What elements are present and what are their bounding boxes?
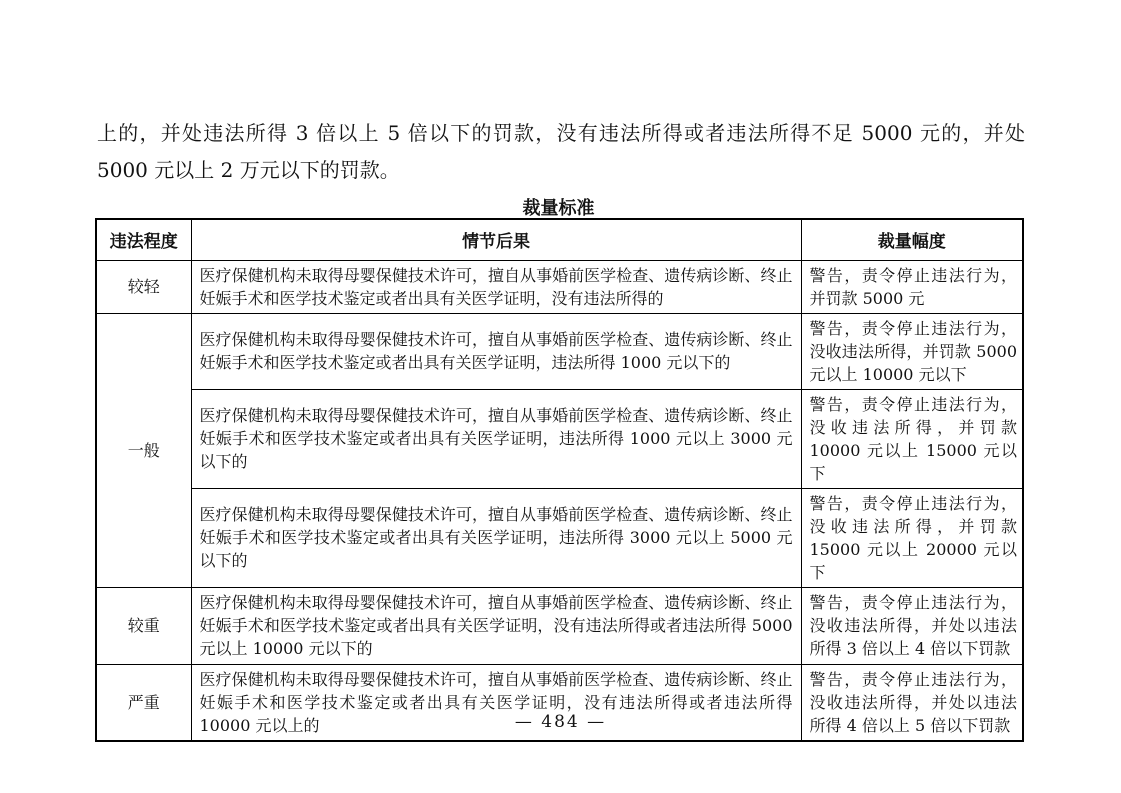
table-row <box>96 488 1023 587</box>
table-header-row <box>96 219 1023 260</box>
range-cell: 警告，责令停止违法行为，没收违法所得，并处以违法所得 4 倍以上 5 倍以下罚款 <box>801 664 1023 741</box>
circumstance-cell: 医疗保健机构未取得母婴保健技术许可，擅自从事婚前医学检查、遗传病诊断、终止妊娠手术和医学技术鉴定或者出具有关医学证明，没有违法所得或者违法所得 10000 元以上的 <box>191 664 801 741</box>
circumstance-cell: 医疗保健机构未取得母婴保健技术许可，擅自从事婚前医学检查、遗传病诊断、终止妊娠手术和医学技术鉴定或者出具有关医学证明，违法所得 1000 元以上 3000 元以下的 <box>191 389 801 488</box>
degree-cell-general: 一般 <box>96 313 191 587</box>
circumstance-cell: 医疗保健机构未取得母婴保健技术许可，擅自从事婚前医学检查、遗传病诊断、终止妊娠手术和医学技术鉴定或者出具有关医学证明，违法所得 1000 元以下的 <box>191 313 801 389</box>
range-cell: 警告，责令停止违法行为，没收违法所得，并罚款 10000 元以上 15000 元以下 <box>801 389 1023 488</box>
table-row <box>96 260 1023 313</box>
range-cell: 警告，责令停止违法行为，没收违法所得，并罚款 15000 元以上 20000 元以下 <box>801 488 1023 587</box>
col-header-circumstance: 情节后果 <box>191 219 801 260</box>
range-cell: 警告，责令停止违法行为，没收违法所得，并罚款 5000 元以上 10000 元以下 <box>801 313 1023 389</box>
table-row <box>96 389 1023 488</box>
circumstance-cell: 医疗保健机构未取得母婴保健技术许可，擅自从事婚前医学检查、遗传病诊断、终止妊娠手术和医学技术鉴定或者出具有关医学证明，违法所得 3000 元以上 5000 元以下的 <box>191 488 801 587</box>
col-header-discretion-range: 裁量幅度 <box>801 219 1023 260</box>
table-title: 裁量标准 <box>522 198 595 219</box>
table-row <box>96 313 1023 389</box>
penalty-table <box>95 218 1024 742</box>
degree-cell-severe: 严重 <box>96 664 191 741</box>
circumstance-cell: 医疗保健机构未取得母婴保健技术许可，擅自从事婚前医学检查、遗传病诊断、终止妊娠手术和医学技术鉴定或者出具有关医学证明，没有违法所得的 <box>191 260 801 313</box>
range-cell: 警告，责令停止违法行为，并罚款 5000 元 <box>801 260 1023 313</box>
degree-cell-serious: 较重 <box>96 587 191 664</box>
table-row <box>96 587 1023 664</box>
col-header-violation-degree: 违法程度 <box>96 219 191 260</box>
degree-cell-minor: 较轻 <box>96 260 191 313</box>
page-number: — 484 — <box>514 712 607 732</box>
range-cell: 警告，责令停止违法行为，没收违法所得，并处以违法所得 3 倍以上 4 倍以下罚款 <box>801 587 1023 664</box>
intro-paragraph: 上的，并处违法所得 3 倍以上 5 倍以下的罚款，没有违法所得或者违法所得不足 5000 元的，并处 5000 元以上 2 万元以下的罚款。 <box>97 121 1025 182</box>
circumstance-cell: 医疗保健机构未取得母婴保健技术许可，擅自从事婚前医学检查、遗传病诊断、终止妊娠手术和医学技术鉴定或者出具有关医学证明，没有违法所得或者违法所得 5000 元以上 10000 元以下的 <box>191 587 801 664</box>
